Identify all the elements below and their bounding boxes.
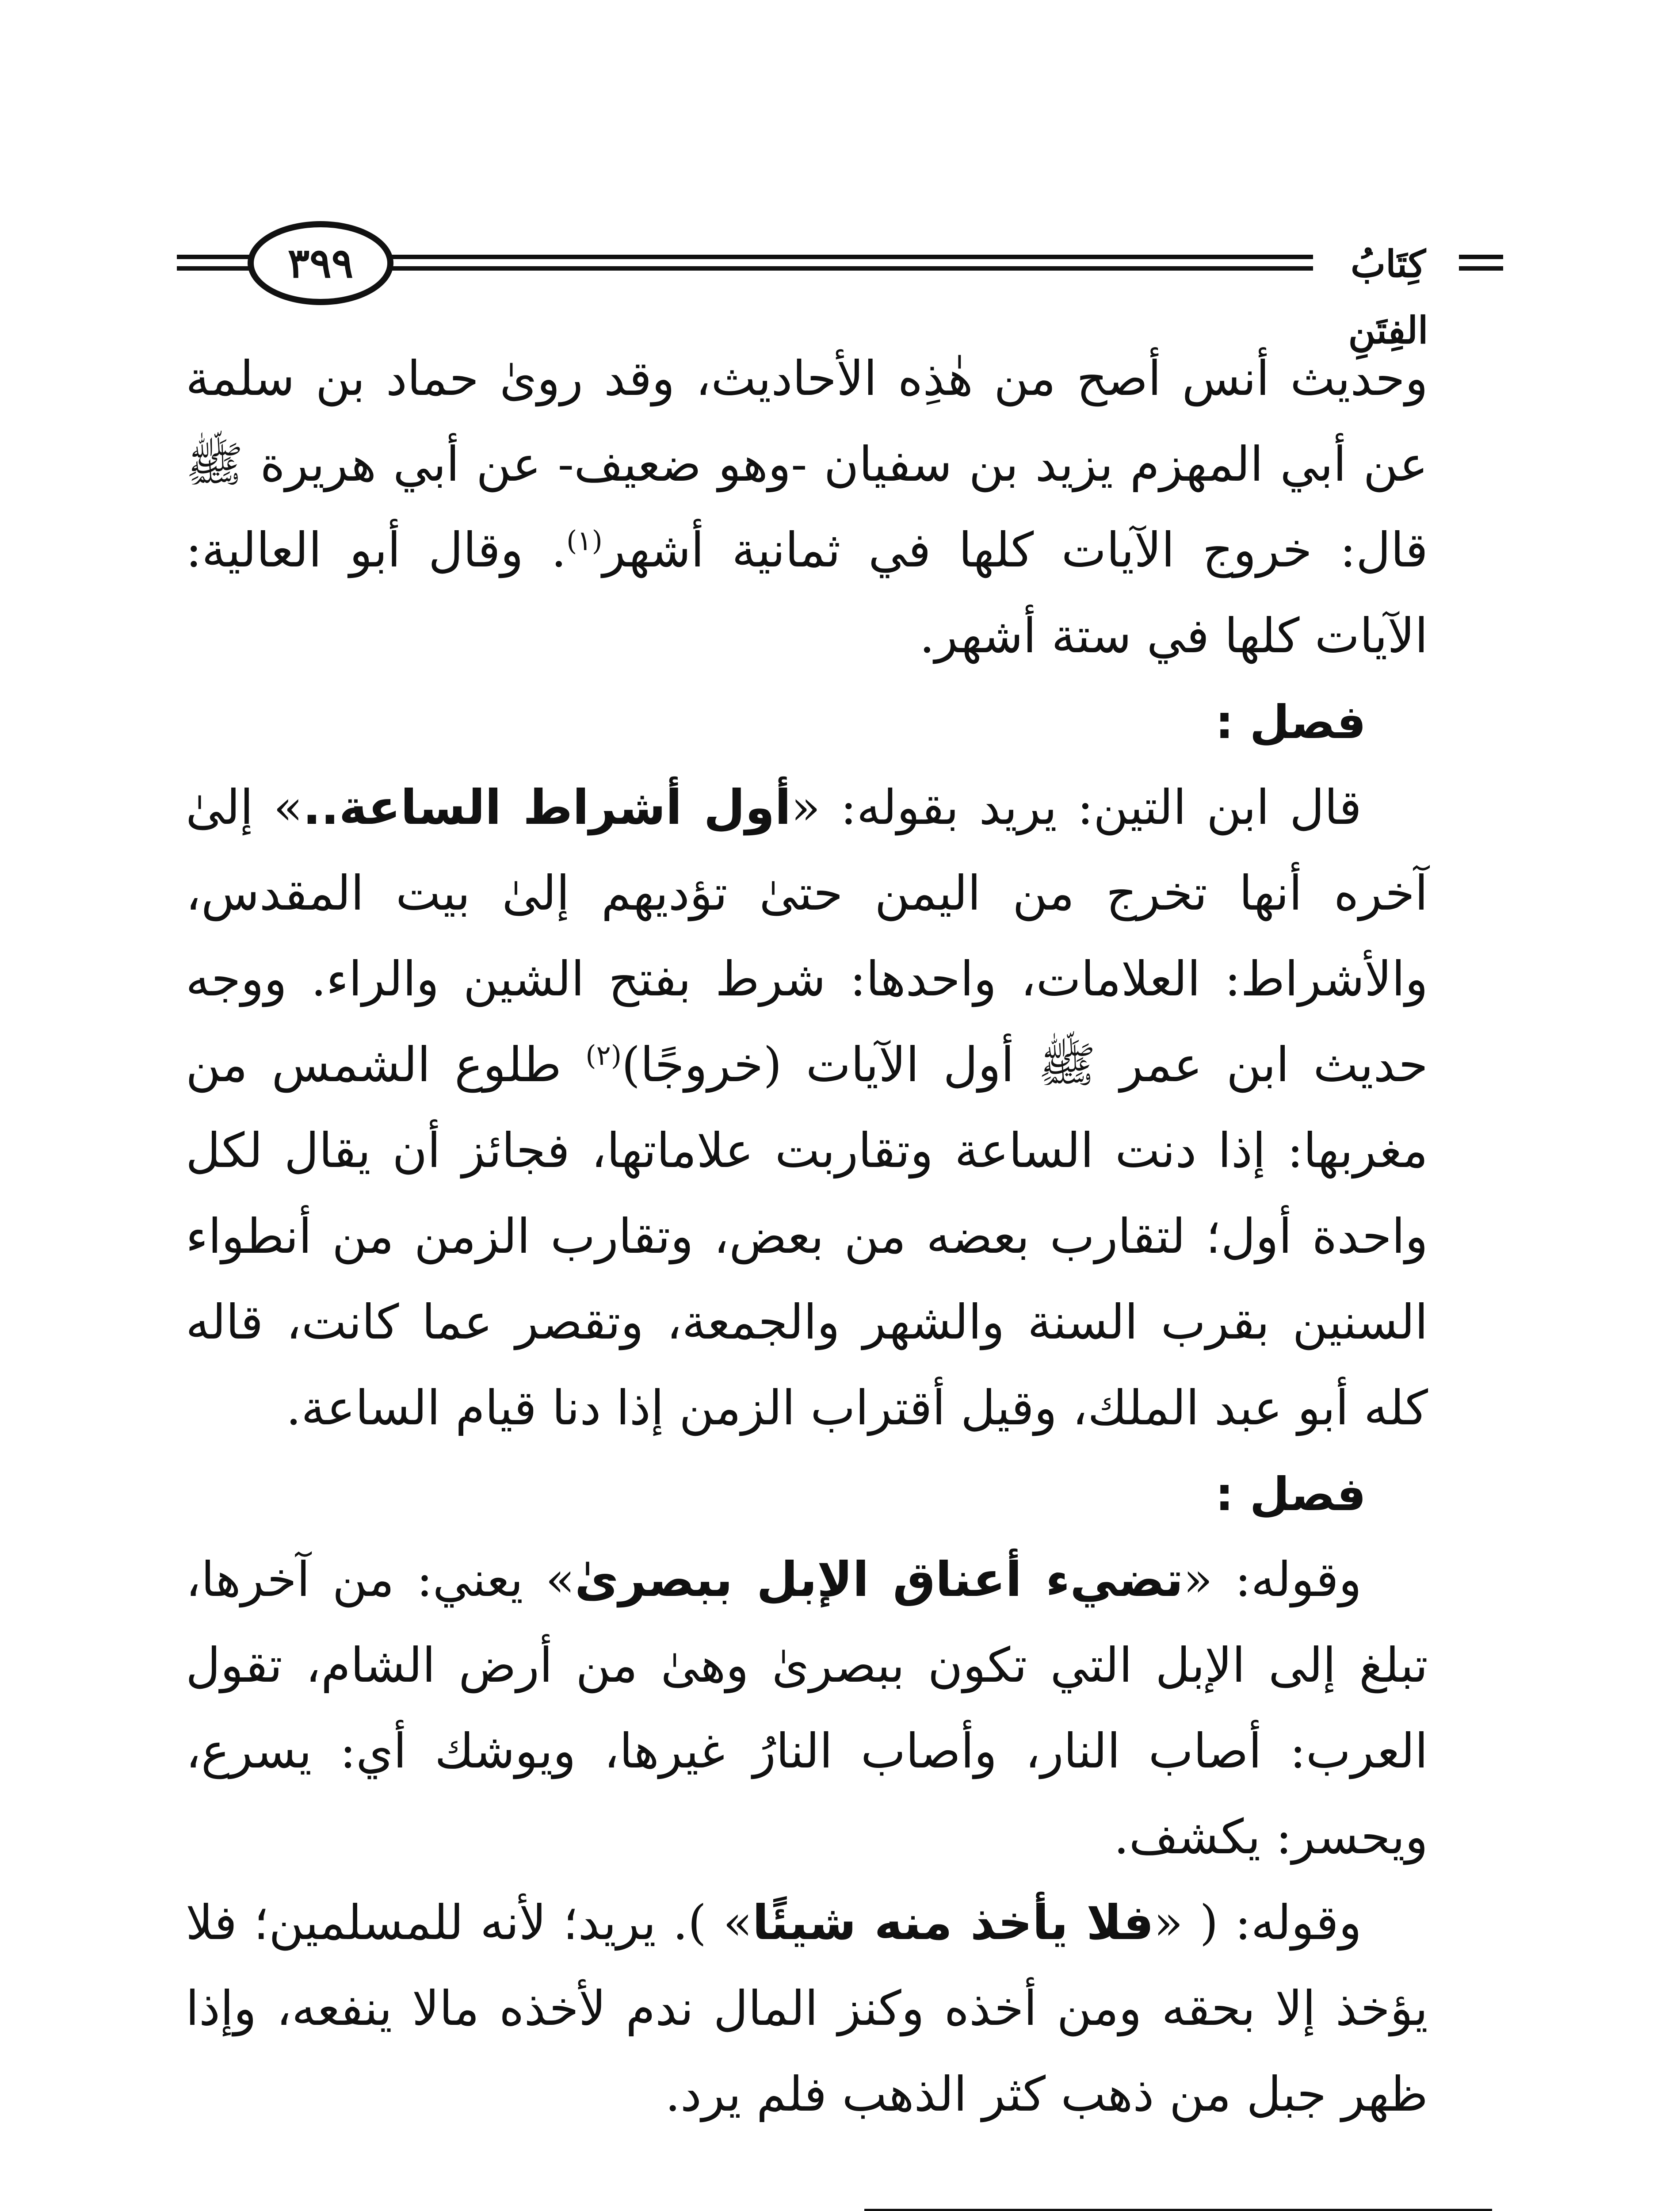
hadith-quote: أول أشراط الساعة.. — [302, 780, 791, 835]
paragraph — [186, 765, 1428, 1451]
hadith-quote: فلا يأخذ منه شيئًا — [752, 1895, 1154, 1951]
header-rule — [1459, 255, 1503, 259]
paragraph-text: » إلىٰ آخره أنها تخرج من اليمن حتىٰ تؤديهم إلىٰ بيت المقدس، والأشراط: العلامات، واحدها: شرط بفتح الشين والراء. ووجه حديث ابن عمر ﷺ أول الآيات (خروجًا) — [186, 780, 1428, 1093]
hadith-quote: تضيء أعناق الإبل ببصرىٰ — [575, 1552, 1184, 1607]
section-heading: فصل : — [1215, 1467, 1366, 1521]
paragraph — [186, 336, 1428, 679]
footnote-marker: (٢) — [585, 1039, 622, 1071]
footnote-marker: (١) — [566, 524, 603, 557]
footnote-separator — [864, 2209, 1492, 2211]
paragraph-text: وحديث أنس أصح من هٰذِه الأحاديث، وقد روىٰ حماد بن سلمة عن أبي المهزم يزيد بن سفيان -وهو ضعيف- عن أبي هريرة ﷺ قال: خروج الآيات كلها في ثمانية أشهر — [186, 351, 1428, 578]
paragraph-text: طلوع الشمس من مغربها: إذا دنت الساعة وتقاربت علاماتها، فجائز أن يقال لكل واحدة أول؛ لتقارب بعضه من بعض، وتقارب الزمن من أنطواء السنين بقرب السنة والشهر والجمعة، وتقصر عما كانت، قاله كله أبو عبد الملك، وقيل أقتراب الزمن إذا دنا قيام الساعة. — [186, 1037, 1428, 1436]
paragraph-text: » ). يريد؛ لأنه للمسلمين؛ فلا يؤخذ إلا بحقه ومن أخذه وكنز المال ندم لأخذه مالا ينفعه، وإذا ظهر جبل من ذهب كثر الذهب فلم يرد. — [186, 1895, 1428, 2122]
page-number-badge — [248, 221, 393, 305]
header-rule — [385, 255, 1313, 259]
paragraph-text: وقوله: ( « — [1153, 1895, 1362, 1951]
header-rule — [177, 255, 256, 259]
paragraph-text: . وقال أبو العالية: الآيات كلها في ستة أشهر. — [186, 523, 1428, 664]
main-text — [186, 336, 1428, 2138]
page-number: ٣٩٩ — [287, 239, 354, 287]
paragraph — [186, 1537, 1428, 1880]
header-rule — [385, 266, 1313, 271]
paragraph — [186, 1880, 1428, 2138]
paragraph-text: وقوله: « — [1183, 1552, 1362, 1607]
section-heading: فصل : — [1215, 695, 1366, 749]
running-title: كِتَابُ الفِتَنِ — [1348, 242, 1428, 352]
page-header — [177, 212, 1503, 352]
paragraph-text: » يعني: من آخرها، تبلغ إلى الإبل التي تكون ببصرىٰ وهىٰ من أرض الشام، تقول العرب: أصاب النار، وأصاب النارُ غيرها، ويوشك أي: يسرع، ويحسر: يكشف. — [186, 1552, 1428, 1865]
header-rule — [177, 266, 256, 271]
paragraph-text: قال ابن التين: يريد بقوله: « — [791, 780, 1362, 835]
header-rule — [1459, 266, 1503, 271]
